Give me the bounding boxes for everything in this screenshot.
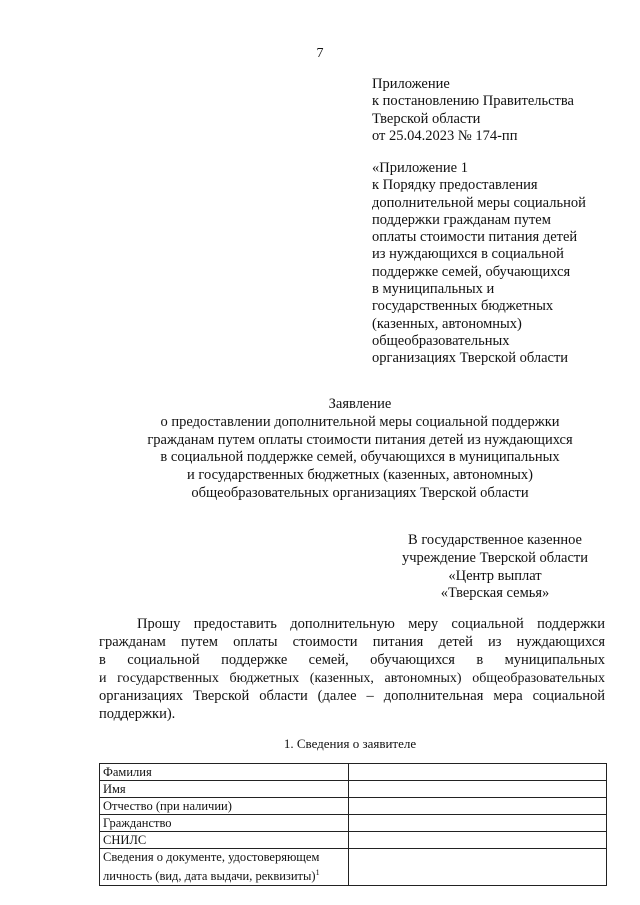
field-value-name[interactable] xyxy=(349,781,607,798)
appendix-1-line: оплаты стоимости питания детей xyxy=(372,229,578,246)
recipient-line: «Тверская семья» xyxy=(440,585,550,602)
title-line: гражданам путем оплаты стоимости питания детей из нуждающихся xyxy=(147,431,573,448)
recipient-block xyxy=(360,532,630,603)
appendix-1-line: организациях Тверской области xyxy=(372,350,569,367)
request-paragraph xyxy=(99,616,605,723)
title-line: и государственных бюджетных (казенных, автономных) xyxy=(187,467,533,484)
field-value-id-document[interactable] xyxy=(349,849,607,886)
id-document-label-line: Сведения о документе, удостоверяющем xyxy=(103,849,320,864)
table-row xyxy=(100,832,607,849)
appendix-1-line: «Приложение 1 xyxy=(372,160,468,176)
appendix-1-line: государственных бюджетных xyxy=(372,298,554,315)
appendix-1-line: в муниципальных и xyxy=(372,281,495,298)
table-row xyxy=(100,815,607,832)
appendix-header-line: от 25.04.2023 № 174-пп xyxy=(372,127,518,144)
id-document-label-text: личность (вид, дата выдачи, реквизиты) xyxy=(103,869,316,884)
field-value-patronymic[interactable] xyxy=(349,798,607,815)
appendix-header xyxy=(372,76,632,145)
appendix-1-line: дополнительной меры социальной xyxy=(372,194,586,211)
recipient-line: «Центр выплат xyxy=(448,567,542,584)
document-title xyxy=(80,396,640,503)
field-value-surname[interactable] xyxy=(349,764,607,781)
field-value-snils[interactable] xyxy=(349,832,607,849)
request-line: и государственных бюджетных (казенных, автономных) общеобразовательных xyxy=(99,670,605,686)
table-row xyxy=(100,798,607,815)
recipient-line: учреждение Тверской области xyxy=(401,549,589,566)
appendix-1-line: поддержке семей, обучающихся xyxy=(372,263,571,280)
appendix-header-line: Тверской области xyxy=(372,110,481,127)
page-number: 7 xyxy=(316,46,324,61)
field-label-patronymic: Отчество (при наличии) xyxy=(100,798,349,815)
field-label-snils: СНИЛС xyxy=(100,832,349,849)
title-line: в социальной поддержке семей, обучающихся в муниципальных xyxy=(160,449,560,466)
field-label-id-document xyxy=(100,849,349,886)
appendix-1-line: (казенных, автономных) xyxy=(372,315,522,332)
request-line: Прошу предоставить дополнительную меру социальной поддержки xyxy=(137,616,605,632)
table-row xyxy=(100,781,607,798)
request-line: в социальной поддержке семей, обучающихся в муниципальных xyxy=(99,651,605,668)
table-row xyxy=(100,764,607,781)
request-line: гражданам путем оплаты стоимости питания детей из нуждающихся xyxy=(99,633,605,650)
field-label-surname: Фамилия xyxy=(100,764,349,781)
request-line: поддержки). xyxy=(99,705,176,722)
title-line: общеобразовательных организациях Тверской области xyxy=(191,484,529,501)
appendix-1-line: общеобразовательных xyxy=(372,332,510,349)
appendix-1-line: к Порядку предоставления xyxy=(372,177,538,194)
title-heading: Заявление xyxy=(328,396,392,412)
id-document-label-line xyxy=(103,865,345,884)
appendix-1-line: из нуждающихся в социальной xyxy=(372,246,564,263)
field-label-citizenship: Гражданство xyxy=(100,815,349,832)
table-row xyxy=(100,849,607,886)
appendix-1-header xyxy=(372,160,632,368)
appendix-header-line: к постановлению Правительства xyxy=(372,93,574,110)
applicant-info-table xyxy=(99,763,607,886)
recipient-line: В государственное казенное xyxy=(408,532,582,548)
title-line: о предоставлении дополнительной меры социальной поддержки xyxy=(160,413,560,430)
footnote-marker: 1 xyxy=(315,867,320,877)
section-1-title: 1. Сведения о заявителе xyxy=(283,736,417,751)
appendix-1-line: поддержки гражданам путем xyxy=(372,211,551,228)
request-line: организациях Тверской области (далее – дополнительная мера социальной xyxy=(99,687,605,704)
field-label-name: Имя xyxy=(100,781,349,798)
appendix-header-line: Приложение xyxy=(372,76,450,92)
field-value-citizenship[interactable] xyxy=(349,815,607,832)
